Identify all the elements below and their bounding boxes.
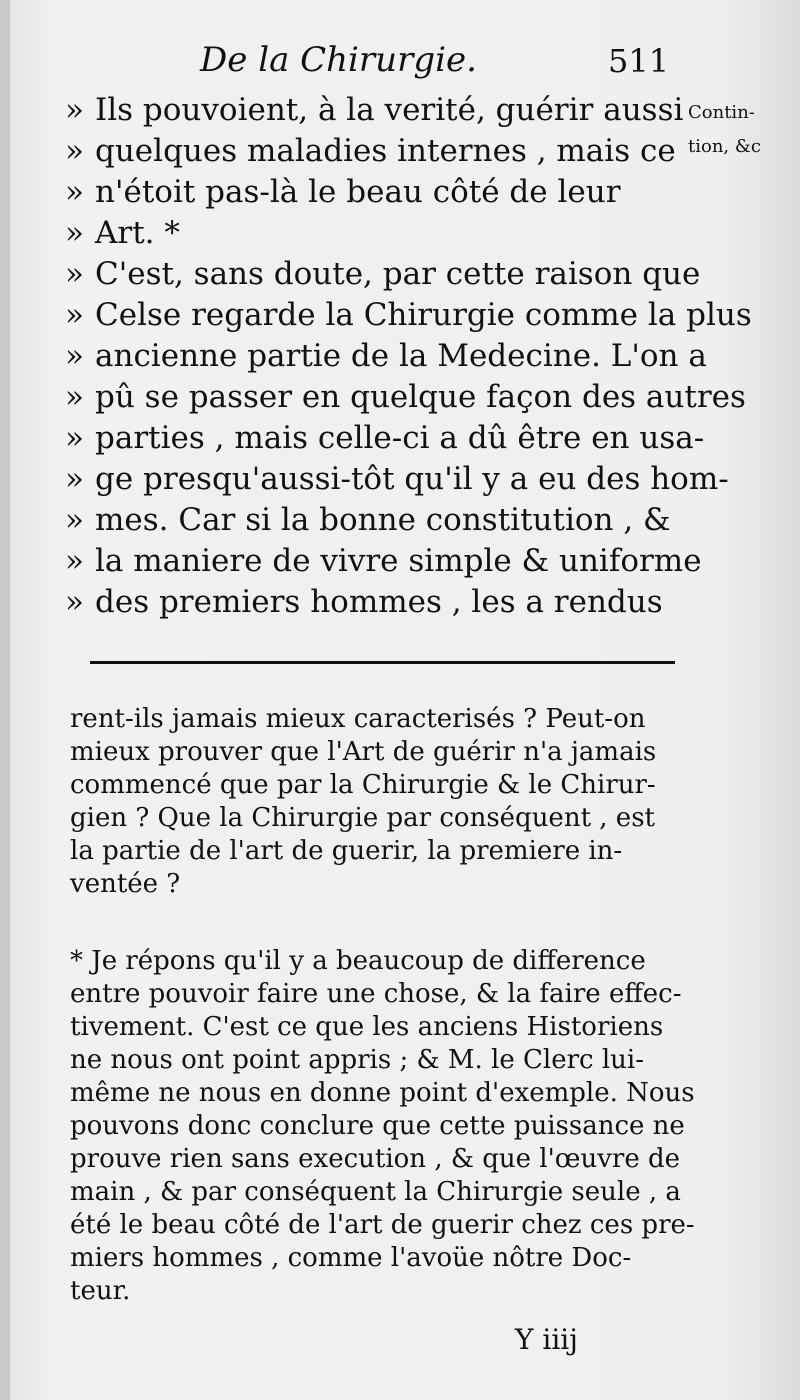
quotation-mark: »	[65, 584, 84, 620]
text-line	[65, 213, 685, 254]
text-line	[65, 254, 701, 295]
line-text: n'étoit pas-là le beau côté de leur	[95, 174, 621, 210]
footnote-line: commencé que par la Chirurgie & le Chirur-	[70, 770, 656, 800]
line-text: C'est, sans doute, par cette raison que	[95, 256, 701, 292]
book-page	[10, 0, 800, 1400]
line-text: Ils pouvoient, à la verité, guérir aussi	[95, 92, 684, 128]
quotation-mark: »	[65, 379, 84, 415]
footnote-line: * Je répons qu'il y a beaucoup de difference	[70, 946, 646, 976]
text-line	[65, 295, 752, 336]
footnote-line: même ne nous en donne point d'exemple. Nous	[70, 1078, 695, 1108]
line-text: ge presqu'aussi-tôt qu'il y a eu des hom-	[95, 461, 729, 497]
quotation-mark: »	[65, 92, 84, 128]
footnote-line: pouvons donc conclure que cette puissance ne	[70, 1111, 685, 1141]
footnote-line: été le beau côté de l'art de guerir chez ces pre-	[70, 1210, 695, 1240]
line-text: la maniere de vivre simple & uniforme	[95, 543, 702, 579]
footnote-line: rent-ils jamais mieux caracterisés ? Peut-on	[70, 704, 646, 734]
text-line	[65, 377, 746, 418]
signature-mark: Y iiij	[515, 1323, 578, 1356]
running-title: De la Chirurgie.	[200, 40, 477, 80]
text-line	[65, 582, 685, 623]
footnote-continued	[70, 703, 690, 901]
footnote-line: main , & par conséquent la Chirurgie seule , a	[70, 1177, 681, 1207]
line-text: mes. Car si la bonne constitution , &	[95, 502, 671, 538]
footnote-line: ne nous ont point appris ; & M. le Clerc lui-	[70, 1045, 645, 1075]
footnote-line: gien ? Que la Chirurgie par conséquent , est	[70, 803, 655, 833]
footnote-line: prouve rien sans execution , & que l'œuvre de	[70, 1144, 681, 1174]
footnote-line: mieux prouver que l'Art de guérir n'a jamais	[70, 737, 657, 767]
margin-note-line: Contin-	[688, 102, 755, 123]
quotation-mark: »	[65, 543, 84, 579]
quotation-mark: »	[65, 174, 84, 210]
quotation-mark: »	[65, 297, 84, 333]
line-text: Celse regarde la Chirurgie comme la plus	[95, 297, 752, 333]
quotation-mark: »	[65, 461, 84, 497]
text-line	[65, 131, 685, 172]
text-line	[65, 336, 707, 377]
margin-note-line: tion, &c	[688, 136, 761, 157]
footnote-divider	[90, 661, 675, 664]
footnote-line: ventée ?	[70, 869, 181, 899]
quotation-mark: »	[65, 502, 84, 538]
text-line	[65, 172, 685, 213]
text-line	[65, 500, 685, 541]
page-number: 511	[608, 42, 670, 80]
margin-note	[688, 96, 798, 164]
quotation-mark: »	[65, 420, 84, 456]
text-line	[65, 459, 729, 500]
quotation-mark: »	[65, 338, 84, 374]
quotation-mark: »	[65, 215, 84, 251]
footnote-line: miers hommes , comme l'avoüe nôtre Doc-	[70, 1243, 632, 1273]
line-text: Art. *	[95, 215, 180, 251]
footnote-line: tivement. C'est ce que les anciens Historiens	[70, 1012, 664, 1042]
line-text: pû se passer en quelque façon des autres	[95, 379, 746, 415]
quotation-mark: »	[65, 256, 84, 292]
line-text: des premiers hommes , les a rendus	[95, 584, 663, 620]
text-line	[65, 418, 705, 459]
line-text: parties , mais celle-ci a dû être en usa-	[95, 420, 705, 456]
footnote-line: entre pouvoir faire une chose, & la faire effec-	[70, 979, 682, 1009]
line-text: ancienne partie de la Medecine. L'on a	[95, 338, 707, 374]
line-text: quelques maladies internes , mais ce	[95, 133, 676, 169]
footnote-line: la partie de l'art de guerir, la premiere in-	[70, 836, 623, 866]
text-line	[65, 541, 702, 582]
footnote-line: teur.	[70, 1276, 131, 1306]
text-line	[65, 90, 685, 131]
running-header	[200, 40, 700, 90]
footnote-asterisk	[70, 945, 695, 1308]
quotation-mark: »	[65, 133, 84, 169]
